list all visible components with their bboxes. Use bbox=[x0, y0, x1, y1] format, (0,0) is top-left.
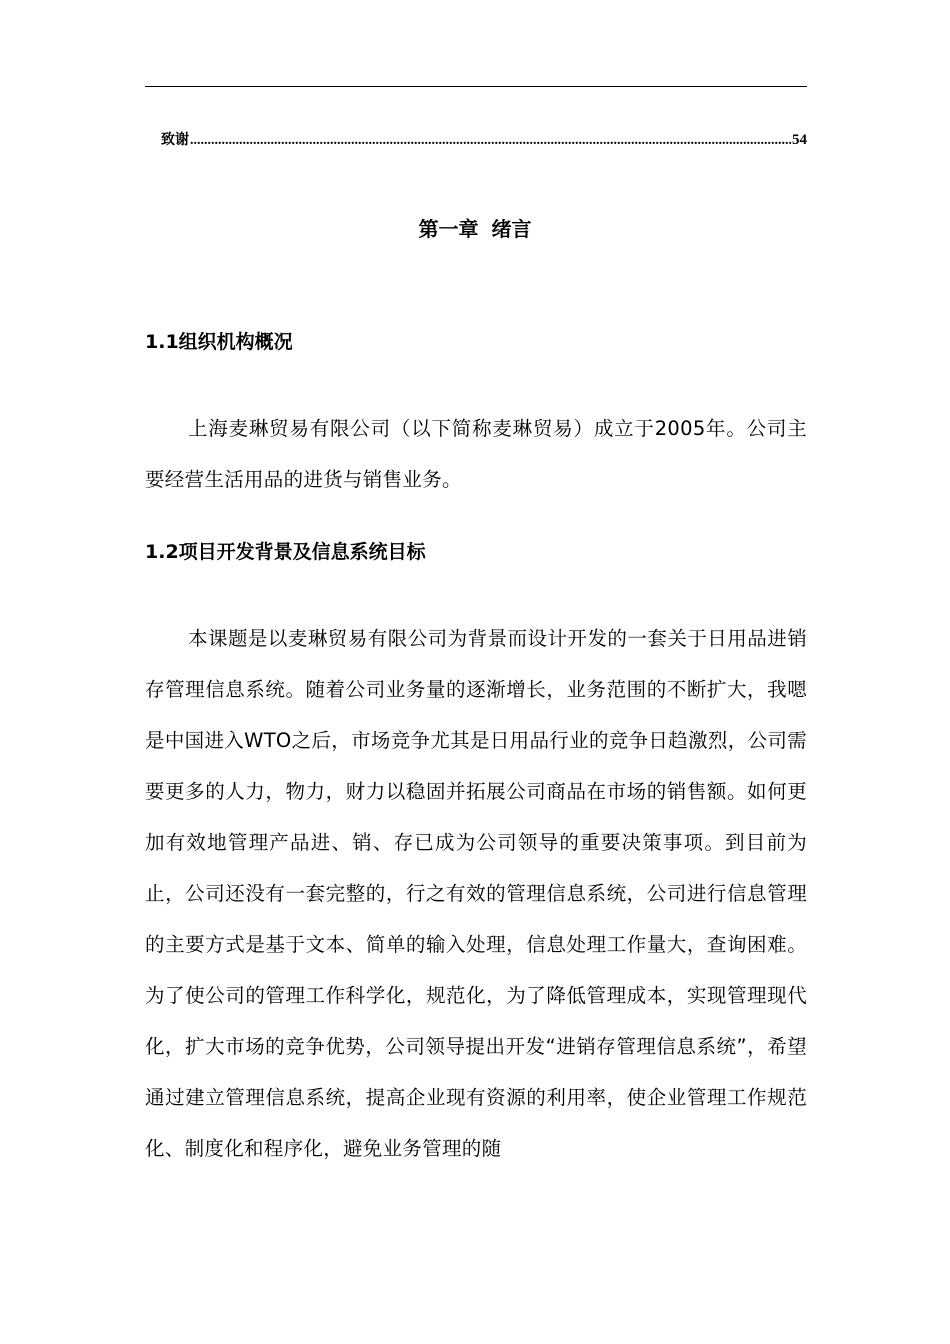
chapter-title: 第一章 绪言 bbox=[418, 217, 532, 241]
section-heading-1-1: 1.1组织机构概况 bbox=[145, 331, 293, 353]
section-heading-1-2: 1.2项目开发背景及信息系统目标 bbox=[145, 541, 426, 563]
toc-entry-page: 54 bbox=[792, 132, 807, 148]
section-paragraph-1-1: 上海麦琳贸易有限公司（以下简称麦琳贸易）成立于2005年。公司主要经营生活用品的进货与销售业务。 bbox=[145, 417, 807, 491]
toc-entry[interactable] bbox=[161, 127, 807, 149]
toc-entry-label: 致谢 bbox=[161, 132, 189, 148]
section-paragraph-1-2: 本课题是以麦琳贸易有限公司为背景而设计开发的一套关于日用品进销存管理信息系统。随着公司业务量的逐渐增长，业务范围的不断扩大，我嗯是中国进入WTO之后，市场竞争尤其是日用品行业的竞争日趋激烈，公司需要更多的人力，物力，财力以稳固并拓展公司商品在市场的销售额。如何更加有效地管理产品进、销、存已成为公司领导的重要决策事项。到目前为止，公司还没有一套完整的，行之有效的管理信息系统，公司进行信息管理的主要方式是基于文本、简单的输入处理，信息处理工作量大，查询困难。为了使公司的管理工作科学化，规范化，为了降低管理成本，实现管理现代化，扩大市场的竞争优势，公司领导提出开发“进销存管理信息系统”，希望通过建立管理信息系统，提高企业现有资源的利用率，使企业管理工作规范化、制度化和程序化，避免业务管理的随 bbox=[145, 627, 807, 1160]
header-rule bbox=[145, 86, 807, 87]
toc-leader-dots bbox=[190, 133, 791, 149]
